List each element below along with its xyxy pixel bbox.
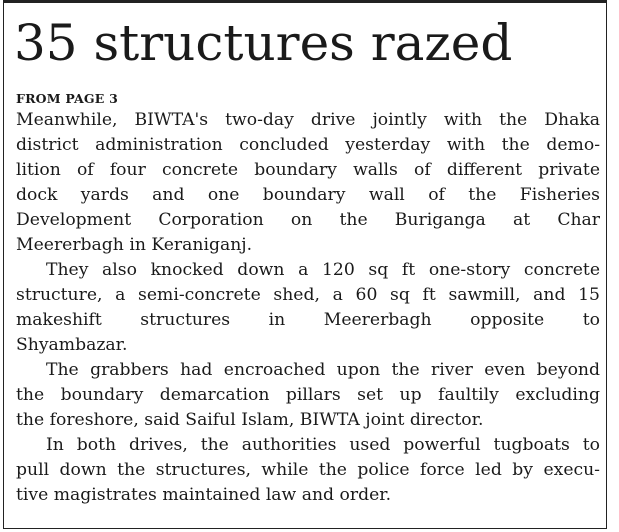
- body-line: lition of four concrete boundary walls of different private: [16, 160, 600, 180]
- body-line: dock yards and one boundary wall of the Fisheries: [16, 185, 600, 205]
- body-line: They also knocked down a 120 sq ft one-story concrete: [46, 260, 600, 280]
- body-line: the boundary demarcation pillars set up faultily excluding: [16, 385, 600, 405]
- body-line: Development Corporation on the Buriganga at Char: [16, 210, 600, 230]
- body-line: district administration concluded yesterday with the demo-: [16, 135, 600, 155]
- body-line: Shyambazar.: [16, 335, 128, 355]
- jump-line: FROM PAGE 3: [16, 91, 118, 106]
- body-line: the foreshore, said Saiful Islam, BIWTA joint director.: [16, 410, 484, 430]
- body-line: pull down the structures, while the police force led by execu-: [16, 460, 600, 480]
- body-line: tive magistrates maintained law and order.: [16, 485, 392, 505]
- body-line: The grabbers had encroached upon the river even beyond: [46, 360, 600, 380]
- body-line: Meererbagh in Keraniganj.: [16, 235, 253, 255]
- body-line: Meanwhile, BIWTA's two-day drive jointly with the Dhaka: [16, 110, 600, 130]
- body-line: structure, a semi-concrete shed, a 60 sq ft sawmill, and 15: [16, 285, 600, 305]
- body-line: In both drives, the authorities used powerful tugboats to: [46, 435, 600, 455]
- headline: 35 structures razed: [14, 14, 513, 72]
- body-line: makeshift structures in Meererbagh opposite to: [16, 310, 600, 330]
